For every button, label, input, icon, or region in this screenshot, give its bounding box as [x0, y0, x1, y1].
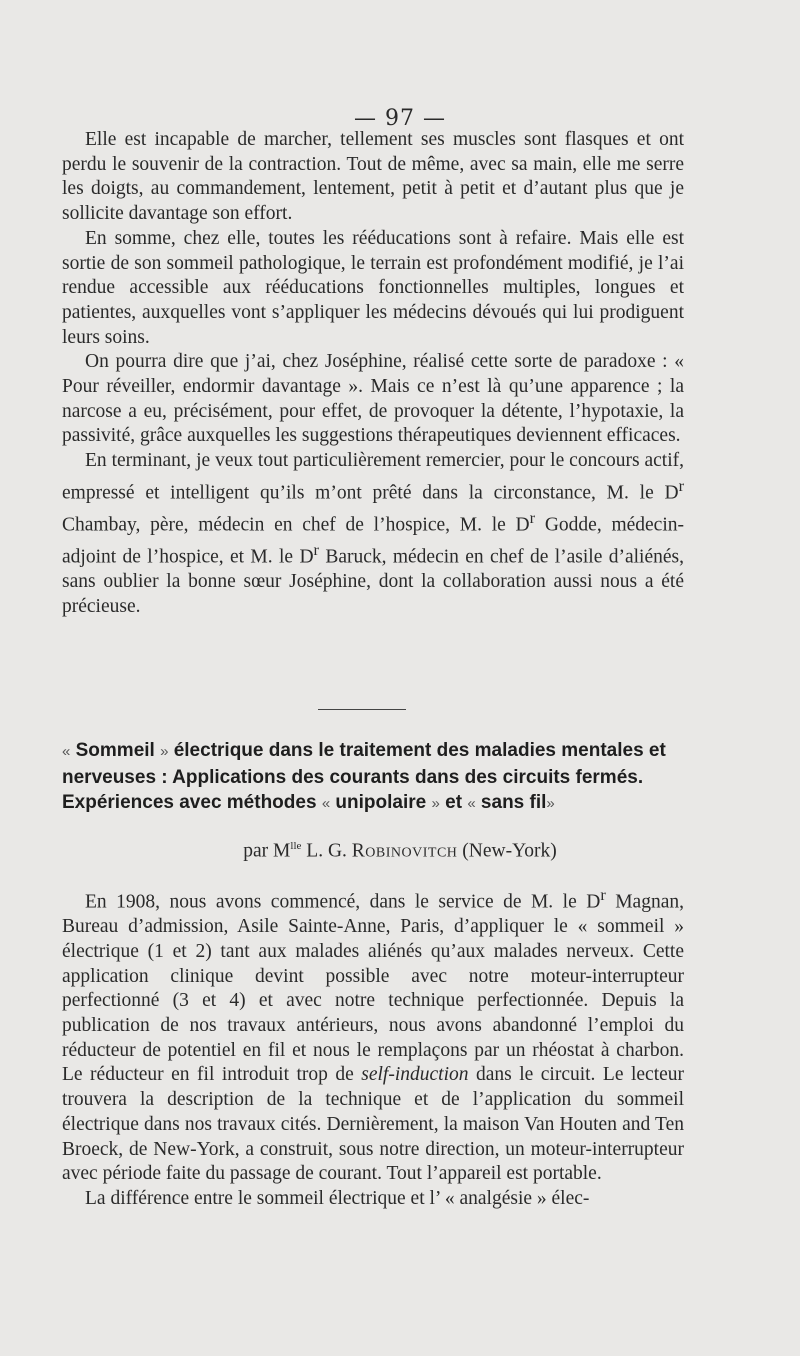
- author-byline: par $M^{lle}$ L. G. Robinovitch (New-York): [243, 840, 557, 862]
- page-number: — 97 —: [354, 106, 446, 131]
- paragraph: En somme, chez elle, toutes les rééducations sont à refaire. Mais elle est sortie de son sommeil pathologique, le terrain est profondément modifié, je l’ai rendue accessible aux rééducations fonctionnelles multiples, longues et patientes, auxquelles vont s’appliquer les médecins dévoués qui lui prodiguent leurs soins.: [62, 227, 684, 348]
- italic-term: self-induction: [361, 1064, 469, 1086]
- article-body-text: [62, 883, 684, 1212]
- paragraph: On pourra dire que j’ai, chez Joséphine, réalisé cette sorte de paradoxe : « Pour réveiller, endormir davantage ». Mais ce n’est là qu’une apparence ; la narcose a eu, précisément, pour effet, de provoquer la détente, l’hypotaxie, la passivité, grâce auxquelles les suggestions thérapeutiques deviennent efficaces.: [62, 351, 684, 447]
- article-title: « Sommeil » électrique dans le traitement des maladies mentales et nerveuses : Applications des courants dans des circuits fermés. Expériences avec méthodes « unipolaire » et « sans fil»: [62, 740, 666, 813]
- author-name: Robinovitch: [351, 840, 458, 862]
- paragraph: La différence entre le sommeil électrique et l’ « analgésie » élec-: [85, 1187, 590, 1209]
- paragraph: Elle est incapable de marcher, tellement ses muscles sont flasques et ont perdu le souvenir de la contraction. Tout de même, avec sa main, elle me serre les doigts, au commandement, lentement, petit à petit et d’autant plus que je sollicite davantage son effort.: [62, 129, 684, 225]
- section-divider: [318, 709, 406, 710]
- acknowledgements-paragraph: En terminant, je veux tout particulièrement remercier, pour le concours actif, empressé et intelligent qu’ils m’ont prêté dans la circonstance, M. le $D^r$ Chambay, père, médecin en chef de l’hospice, M. le $D^r$ Godde, médecin-adjoint de l’hospice, et M. le $D^r$ Baruck, médecin en chef de l’asile d’aliénés, sans oublier la bonne sœur Joséphine, dont la collaboration aussi nous a été précieuse.: [62, 450, 684, 618]
- paragraph: En 1908, nous avons commencé, dans le service de M. le $D^r$ Magnan, Bureau d’admission, Asile Sainte-Anne, Paris, d’appliquer le « sommeil » électrique (1 et 2) tant aux malades aliénés qu’aux malades nerveux. Cette application clinique devint possible avec notre moteur-interrupteur perfectionné (3 et 4) et avec notre technique perfectionnée. Depuis la publication de nos travaux antérieurs, nous avons abandonné l’emploi du réducteur de potentiel en fil et nous le remplaçons par un rhéostat à charbon. Le réducteur en fil introduit trop de self-induction dans le circuit. Le lecteur trouvera la description de la technique et de l’application du sommeil électrique dans nos travaux cités. Dernièrement, la maison Van Houten and Ten Broeck, de New-York, a construit, sous notre direction, un moteur-interrupteur avec période faite du passage de courant. Tout l’appareil est portable.: [62, 886, 685, 1185]
- case-conclusion-text: [62, 128, 684, 620]
